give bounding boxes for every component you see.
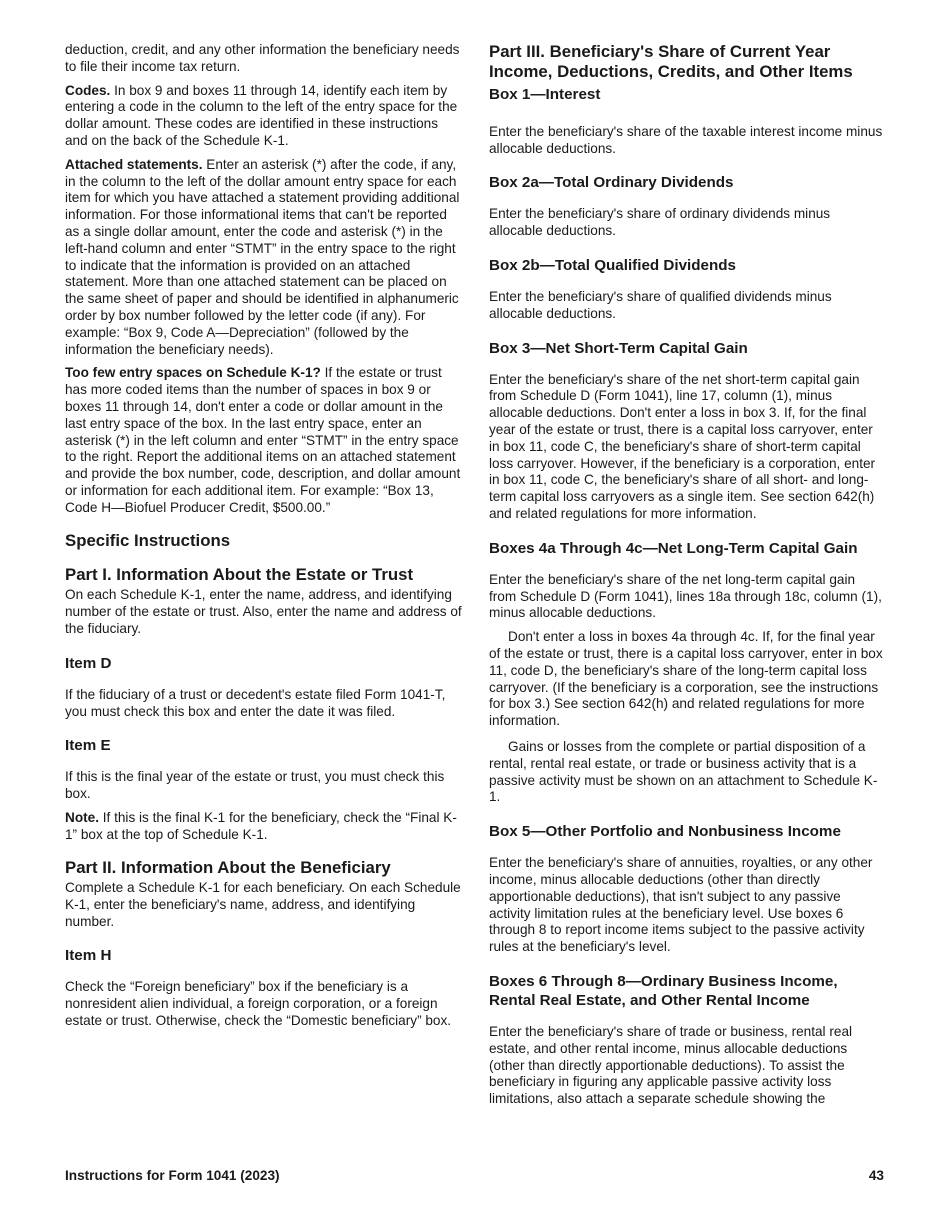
- codes-heading: Codes.: [65, 82, 111, 98]
- box-5-paragraph: Enter the beneficiary's share of annuities, royalties, or any other income, minus allocable deductions (other than directly apportionable deductions), that isn't subject to any passive activity limitation rules at the beneficiary level. Use boxes 6 through 8 to report income items subject to the passive activity rules at the beneficiary's level.: [489, 855, 873, 955]
- too-few-entry-spaces-heading: Too few entry spaces on Schedule K-1?: [65, 365, 321, 381]
- box-1-heading: Box 1—Interest: [489, 85, 601, 103]
- box-2a-heading: Box 2a—Total Ordinary Dividends: [489, 174, 734, 192]
- left-column: [65, 42, 462, 1037]
- box-5-heading: Box 5—Other Portfolio and Nonbusiness Income: [489, 823, 841, 841]
- page-number: 43: [868, 1168, 884, 1183]
- part-2-heading: Part II. Information About the Beneficiary: [65, 857, 391, 877]
- part-1-paragraph: On each Schedule K-1, enter the name, address, and identifying number of the estate or trust. Also, enter the name and address of the fiduciary.: [65, 587, 462, 636]
- box-4-paragraph-1: Enter the beneficiary's share of the net long-term capital gain from Schedule D (Form 1041), lines 18a through 18c, column (1), minus allocable deductions.: [489, 571, 882, 621]
- box-3-paragraph: Enter the beneficiary's share of the net short-term capital gain from Schedule D (Form 1041), line 17, column (1), minus allocable deductions. Don't enter a loss in box 3. If, for the final year of the estate or trust, there is a capital loss carryover, enter in box 11, code C, the beneficiary's share of short-term capital loss carryover. However, if the beneficiary is a corporation, enter in box 11, code C, the beneficiary's share of all short- and long-term capital loss carryovers as a single item. See section 642(h) and related regulations for more information.: [489, 371, 876, 521]
- box-2a-paragraph: Enter the beneficiary's share of ordinary dividends minus allocable deductions.: [489, 206, 831, 239]
- attached-statements-text: Enter an asterisk (*) after the code, if any, in the column to the left of the dollar amount entry space for each item for which you have attached a statement providing additional information. For those informational items that can't be reported as a single dollar amount, enter the code and asterisk (*) in the left-hand column and enter “STMT” in the entry space to the right to indicate that the information is provided on an attached statement. More than one attached statement can be placed on the same sheet of paper and should be identified in alphanumeric order by box number followed by the letter code (if any). For example: “Box 9, Code A—Depreciation” (followed by the information the beneficiary needs).: [65, 156, 460, 357]
- box-2b-paragraph: Enter the beneficiary's share of qualified dividends minus allocable deductions.: [489, 289, 832, 321]
- part-2-paragraph: Complete a Schedule K-1 for each beneficiary. On each Schedule K-1, enter the beneficiary's name, address, and identifying number.: [65, 879, 461, 929]
- item-d-heading: Item D: [65, 654, 112, 672]
- item-d-paragraph: If the fiduciary of a trust or decedent's estate filed Form 1041-T, you must check this box and enter the date it was filed.: [65, 686, 446, 719]
- too-few-entry-spaces-text: If the estate or trust has more coded items than the number of spaces in box 9 or boxes 11 through 14, don't enter a code or dollar amount in the last entry space of the box. In the last entry space, enter an asterisk (*) in the left column and enter “STMT” in the entry space to the right. Report the additional items on an attached statement and provide the box number, code, description, and dollar amount or information for each additional item. For example: “Box 13, Code H—Biofuel Producer Credit, $500.00.”: [65, 365, 461, 515]
- boxes-6-8-paragraph: Enter the beneficiary's share of trade or business, rental real estate, and other rental income, minus allocable deductions (other than directly apportionable deductions). To assist the beneficiary in figuring any applicable passive activity loss limitations, also attach a separate schedule showing the: [489, 1023, 853, 1107]
- box-1-paragraph: Enter the beneficiary's share of the taxable interest income minus allocable deductions.: [489, 123, 883, 156]
- footer-title: Instructions for Form 1041 (2023): [65, 1168, 280, 1183]
- box-3-heading: Box 3—Net Short-Term Capital Gain: [489, 339, 748, 357]
- box-4-heading: Boxes 4a Through 4c—Net Long-Term Capital Gain: [489, 539, 858, 557]
- item-e-paragraph: If this is the final year of the estate or trust, you must check this box.: [65, 769, 445, 802]
- note-text: If this is the final K-1 for the beneficiary, check the “Final K-1” box at the top of Schedule K-1.: [65, 809, 457, 842]
- note-paragraph: [65, 810, 462, 844]
- item-h-paragraph: Check the “Foreign beneficiary” box if the beneficiary is a nonresident alien individual, a foreign corporation, or a foreign estate or trust. Otherwise, check the “Domestic beneficiary” box.: [65, 979, 452, 1028]
- item-h-heading: Item H: [65, 947, 112, 965]
- right-column: [489, 42, 886, 1115]
- note-heading: Note.: [65, 809, 99, 825]
- box-4-paragraph-3: Gains or losses from the complete or partial disposition of a rental, rental real estate, or trade or business activity that is a passive activity must be shown on an attachment to Schedule K-1.: [489, 738, 878, 805]
- item-e-heading: Item E: [65, 737, 111, 755]
- part-1-heading: Part I. Information About the Estate or Trust: [65, 564, 414, 584]
- attached-statements-heading: Attached statements.: [65, 156, 203, 172]
- part-3-heading: Part III. Beneficiary's Share of Current Year Income, Deductions, Credits, and Other Items: [489, 42, 853, 82]
- boxes-6-8-heading: Boxes 6 Through 8—Ordinary Business Income, Rental Real Estate, and Other Rental Income: [489, 972, 838, 1009]
- specific-instructions-heading: Specific Instructions: [65, 530, 231, 550]
- intro-paragraph: deduction, credit, and any other information the beneficiary needs to file their income tax return.: [65, 42, 460, 74]
- attached-statements-paragraph: [65, 157, 462, 359]
- box-2b-heading: Box 2b—Total Qualified Dividends: [489, 257, 736, 274]
- codes-text: In box 9 and boxes 11 through 14, identify each item by entering a code in the column to the left of the entry space for the dollar amount. These codes are identified in these instructions and on the back of the Schedule K-1.: [65, 82, 458, 148]
- box-4-paragraph-2: Don't enter a loss in boxes 4a through 4c. If, for the final year of the estate or trust, there is a capital loss carryover, enter in box 11, code D, the beneficiary's share of the long-term capital loss carryover. (If the beneficiary is a corporation, see the instructions for box 3.) See section 642(h) and related regulations for more information.: [489, 629, 883, 729]
- codes-paragraph: [65, 83, 462, 150]
- too-few-entry-spaces-paragraph: [65, 365, 462, 516]
